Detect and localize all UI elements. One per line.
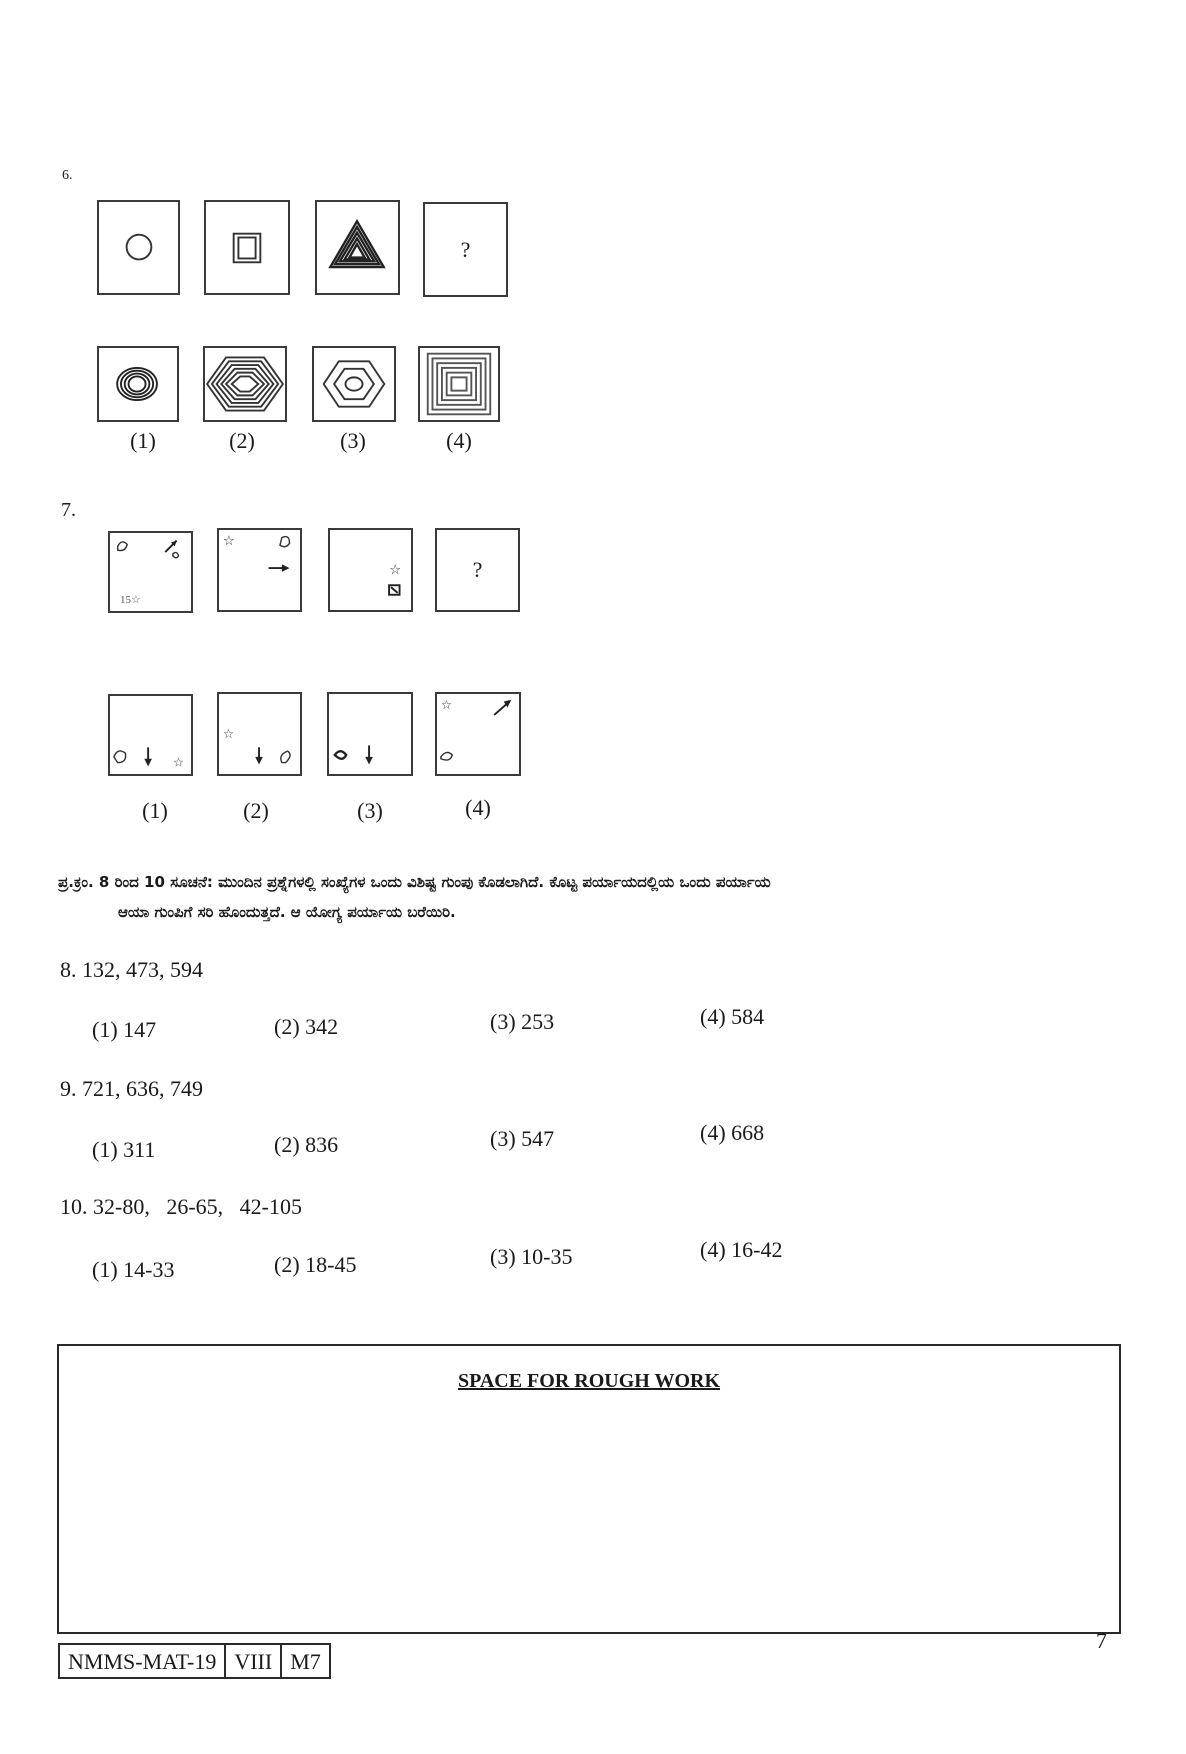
q6-figure-3 [315, 200, 400, 295]
q7-option-3-label: (3) [357, 798, 383, 823]
q9-option-1[interactable]: (1) 311 [92, 1137, 156, 1162]
q10-option-3[interactable]: (3) 10-35 [490, 1244, 573, 1269]
svg-text:☆: ☆ [222, 533, 235, 549]
q7-figure-1-label: 15☆ [120, 594, 141, 606]
pattern-figure [437, 694, 519, 774]
q7-figure-3 [328, 528, 413, 612]
paper-code: NMMS-MAT-19 [60, 1645, 226, 1677]
q7-option-2-label: (2) [243, 798, 269, 823]
nested-square-figure [420, 348, 498, 420]
q6-option-3[interactable] [312, 346, 396, 422]
q6-option-1[interactable] [97, 346, 179, 422]
svg-text:☆: ☆ [172, 755, 184, 770]
question-10-stem: 10. 32-80, 26-65, 42-105 [60, 1194, 302, 1219]
footer-code-box [58, 1643, 331, 1679]
page-number: 7 [1096, 1628, 1107, 1653]
svg-text:☆: ☆ [440, 698, 452, 713]
pattern-figure [110, 696, 191, 774]
class-code: VIII [226, 1645, 282, 1677]
q7-figure-1 [108, 531, 193, 613]
q7-option-4[interactable] [435, 692, 521, 776]
q6-figure-2 [204, 200, 290, 295]
question-9-stem: 9. 721, 636, 749 [60, 1076, 203, 1101]
q7-figure-missing [435, 528, 520, 612]
q9-option-2[interactable]: (2) 836 [274, 1132, 339, 1157]
q8-option-3[interactable]: (3) 253 [490, 1009, 555, 1034]
nested-hexagon-figure [205, 348, 285, 420]
q10-option-4[interactable]: (4) 16-42 [700, 1237, 783, 1262]
q7-option-1-label: (1) [142, 798, 168, 823]
nested-triangle-figure [317, 202, 398, 293]
pattern-figure [330, 530, 411, 610]
q6-option-2[interactable] [203, 346, 287, 422]
rough-work-title: SPACE FOR ROUGH WORK [457, 1370, 721, 1392]
q8-option-2[interactable]: (2) 342 [274, 1014, 339, 1039]
q7-option-1[interactable] [108, 694, 193, 776]
q6-option-1-label: (1) [130, 428, 156, 453]
q8-option-4[interactable]: (4) 584 [700, 1004, 765, 1029]
q7-option-4-label: (4) [465, 795, 491, 820]
q10-option-2[interactable]: (2) 18-45 [274, 1252, 357, 1277]
q7-option-3[interactable] [327, 692, 413, 776]
q6-option-3-label: (3) [340, 428, 366, 453]
pattern-figure [329, 694, 411, 774]
q7-option-2[interactable] [217, 692, 302, 776]
q6-figure-1 [97, 200, 180, 295]
q6-option-2-label: (2) [229, 428, 255, 453]
question-mark: ? [472, 557, 483, 582]
circle-figure [99, 202, 178, 293]
square-figure [206, 202, 288, 293]
q6-option-4-label: (4) [446, 428, 472, 453]
q10-option-1[interactable]: (1) 14-33 [92, 1257, 175, 1282]
svg-text:☆: ☆ [222, 726, 234, 741]
concentric-ellipses-figure [99, 348, 177, 420]
q8-option-1[interactable]: (1) 147 [92, 1017, 157, 1042]
q7-figure-2 [217, 528, 302, 612]
question-6-number: 6. [62, 168, 73, 183]
question-8-stem: 8. 132, 473, 594 [60, 957, 203, 982]
svg-text:☆: ☆ [389, 561, 402, 577]
instruction-line-2: ಆಯಾ ಗುಂಪಿಗೆ ಸರಿ ಹೊಂದುತ್ತದೆ. ಆ ಯೋಗ್ಯ ಪರ್ಯಾಯ ಬರೆಯಿರಿ. [118, 903, 456, 921]
question-7-number: 7. [61, 499, 76, 521]
pattern-figure [219, 530, 300, 610]
q9-option-3[interactable]: (3) 547 [490, 1126, 555, 1151]
set-code: M7 [290, 1649, 321, 1674]
q9-option-4[interactable]: (4) 668 [700, 1120, 765, 1145]
rough-work-box [57, 1344, 1121, 1634]
hexagon-figure [314, 348, 394, 420]
instruction-line-1: ಪ್ರ.ಕ್ರಂ. 8 ರಿಂದ 10 ಸೂಚನೆ: ಮುಂದಿನ ಪ್ರಶ್ನೆಗಳಲ್ಲಿ ಸಂಖ್ಯೆಗಳ ಒಂದು ವಿಶಿಷ್ಟ ಗುಂಪು ಕೊಡಲಾಗಿದೆ. ಕೊಟ್ಟ ಪರ್ಯಾಯದಲ್ಲಿಯ ಒಂದು ಪರ್ಯಾಯ [58, 873, 771, 891]
pattern-figure [219, 694, 300, 774]
q6-option-4[interactable] [418, 346, 500, 422]
q6-figure-missing [423, 202, 508, 297]
question-mark: ? [460, 236, 471, 262]
